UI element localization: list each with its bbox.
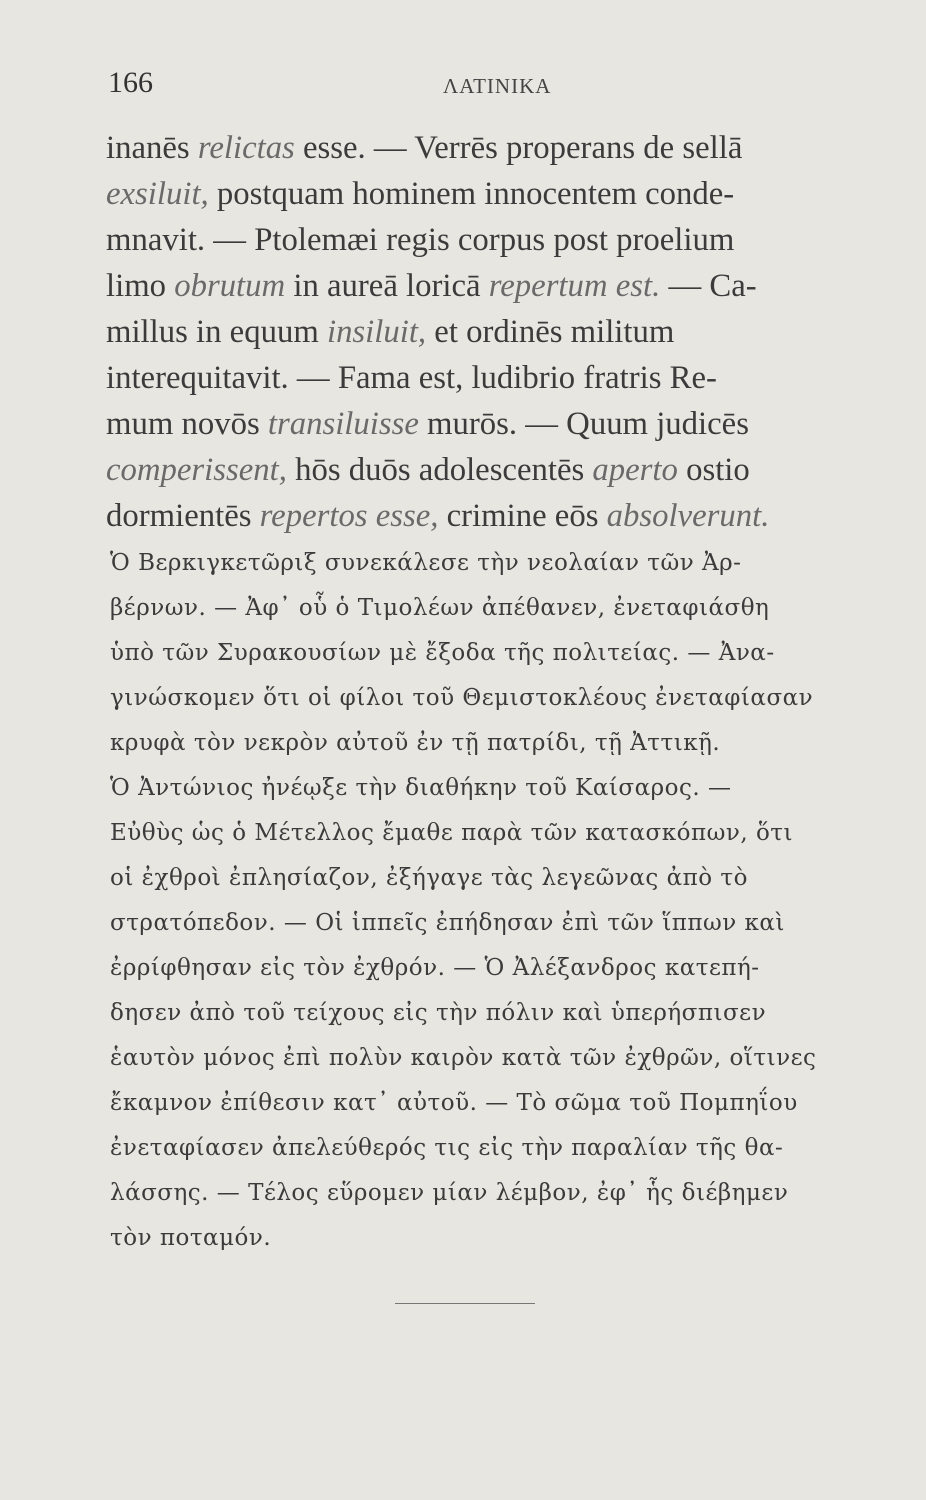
latin-line: exsiluit, postquam hominem innocentem conde- <box>106 176 735 212</box>
greek-line: Εὐθὺς ὡς ὁ Μέτελλος ἔμαθε παρὰ τῶν κατασκόπων, ὅτι <box>110 820 794 846</box>
greek-line: ἑαυτὸν μόνος ἐπὶ πολὺν καιρὸν κατὰ τῶν ἐχθρῶν, οἵτινες <box>110 1045 817 1071</box>
latin-line: mum novōs transiluisse murōs. — Quum judicēs <box>106 406 749 442</box>
greek-line: Ὁ Ἀντώνιος ἠνέῳξε τὴν διαθήκην τοῦ Καίσαρος. — <box>110 775 732 801</box>
greek-line: ὑπὸ τῶν Συρακουσίων μὲ ἔξοδα τῆς πολιτείας. — Ἀνα- <box>110 640 775 666</box>
greek-line: τὸν ποταμόν. <box>110 1225 272 1251</box>
latin-line: dormientēs repertos esse, crimine eōs absolverunt. <box>106 498 770 534</box>
greek-line: γινώσκομεν ὅτι οἱ φίλοι τοῦ Θεμιστοκλέους ἐνεταφίασαν <box>110 685 814 711</box>
greek-line: βέρνων. — Ἀφ᾽ οὗ ὁ Τιμολέων ἀπέθανεν, ἐνεταφιάσθη <box>110 595 770 621</box>
greek-line: δησεν ἀπὸ τοῦ τείχους εἰς τὴν πόλιν καὶ ὑπερήσπισεν <box>110 1000 767 1026</box>
latin-line: interequitavit. — Fama est, ludibrio fratris Re- <box>106 360 717 396</box>
page-header <box>108 66 878 106</box>
latin-line: millus in equum insiluit, et ordinēs militum <box>106 314 675 350</box>
greek-line: ἐρρίφθησαν εἰς τὸν ἐχθρόν. — Ὁ Ἀλέξανδρος κατεπή- <box>110 955 760 981</box>
latin-line: inanēs relictas esse. — Verrēs properans de sellā <box>106 130 743 166</box>
greek-line: λάσσης. — Τέλος εὕρομεν μίαν λέμβον, ἐφ᾽ ἧς διέβημεν <box>110 1180 789 1206</box>
page-number: 166 <box>108 66 153 99</box>
running-title: ΛΑΤΙΝΙΚΑ <box>443 74 552 98</box>
latin-line: comperissent, hōs duōs adolescentēs aperto ostio <box>106 452 750 488</box>
greek-line: οἱ ἐχθροὶ ἐπλησίαζον, ἐξήγαγε τὰς λεγεῶνας ἀπὸ τὸ <box>110 865 748 891</box>
greek-line: στρατόπεδον. — Οἱ ἱππεῖς ἐπήδησαν ἐπὶ τῶν ἵππων καὶ <box>110 910 785 936</box>
greek-line: Ὁ Βερκιγκετῶριξ συνεκάλεσε τὴν νεολαίαν τῶν Ἀρ- <box>110 550 742 576</box>
greek-line: ἔκαμνον ἐπίθεσιν κατ᾽ αὐτοῦ. — Τὸ σῶμα τοῦ Πομπηΐου <box>110 1090 798 1116</box>
latin-line: mnavit. — Ptolemæi regis corpus post proelium <box>106 222 735 258</box>
latin-line: limo obrutum in aureā loricā repertum est. — Ca- <box>106 268 757 304</box>
greek-line: ἐνεταφίασεν ἀπελεύθερός τις εἰς τὴν παραλίαν τῆς θα- <box>110 1135 784 1161</box>
end-rule <box>395 1303 535 1304</box>
greek-line: κρυφὰ τὸν νεκρὸν αὐτοῦ ἐν τῇ πατρίδι, τῇ Ἀττικῇ. <box>110 730 721 756</box>
